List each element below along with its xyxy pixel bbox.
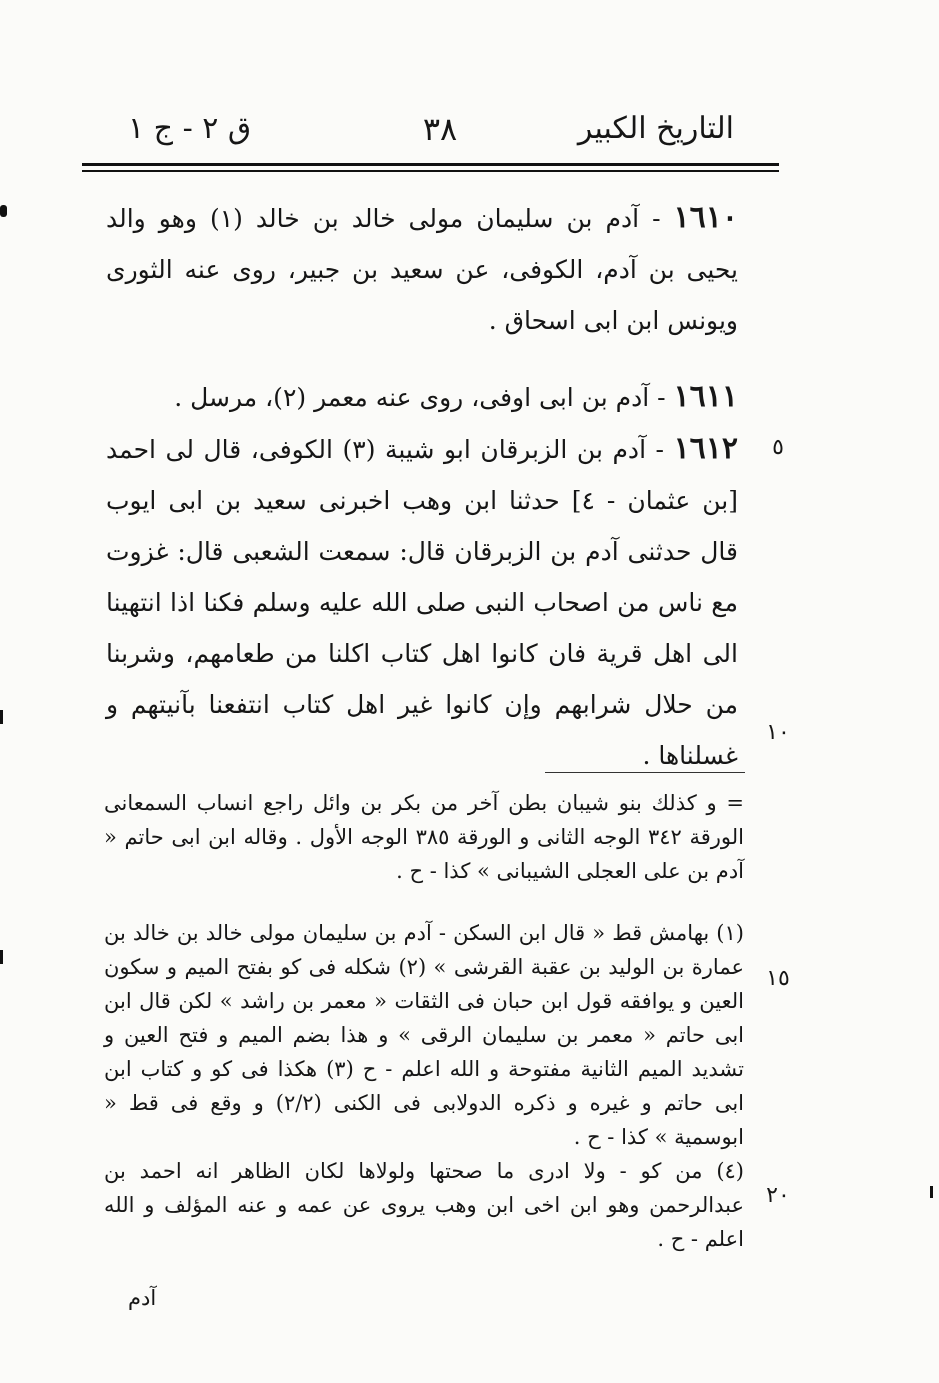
running-title: التاريخ الكبير bbox=[577, 111, 734, 146]
header-rule-thick bbox=[82, 163, 779, 166]
entry-number: ١٦١٠ bbox=[673, 200, 738, 235]
line-number: ١٠ bbox=[766, 720, 790, 745]
entry-number: ١٦١٢ bbox=[673, 431, 739, 466]
part-reference: ق ٢ - ج ١ bbox=[128, 111, 252, 146]
footnote-text: (٤) من كو - ولا ادرى ما صحتها ولولاها لكان الظاهر انه احمد بن عبدالرحمن وهو ابن اخى ابن وهب يروى عن عمه و عنه المؤلف و الله اعلم - ح . bbox=[104, 1159, 744, 1251]
scan-mark bbox=[0, 950, 3, 964]
footnote-text: (١) بهامش قط « قال ابن السكن - آدم بن سليمان مولى خالد بن خالد بن عمارة بن الوليد بن عقبة القرشى » (٢) شكله فى كو بفتح الميم و سكون العين و يوافقه قول ابن حبان فى الثقات « معمر بن راشد » لكن قال ابن ابى حاتم « معمر بن سليمان الرقى » و هذا بضم الميم و فتح العين و تشديد الميم الثانية مفتوحة و الله اعلم - ح (٣) هكذا فى كو و كتاب ابن ابى حاتم و غيره و ذكره الدولابى فى الكنى (٢/٢) و وقع فى قط « ابوسمية » كذا - ح . bbox=[104, 921, 744, 1149]
scan-mark bbox=[0, 710, 3, 724]
entry-text: - آدم بن سليمان مولى خالد بن خالد (١) وهو والد يحيى بن آدم، الكوفى، عن سعيد بن جبير، روى عنه الثورى ويونس ابن ابى اسحاق . bbox=[106, 204, 738, 335]
entry-1610 bbox=[106, 192, 738, 346]
page-number: ٣٨ bbox=[422, 110, 458, 148]
entry-text: - آدم بن الزبرقان ابو شيبة (٣) الكوفى، قال لى احمد [بن عثمان - ٤] حدثنا ابن وهب اخبرنى سعيد بن ابى ايوب قال حدثنى آدم بن الزبرقان قال: سمعت الشعبى قال: غزوت مع ناس من اصحاب النبى صلى الله عليه وسلم فكنا اذا انتهينا الى اهل قرية فان كانوا اهل كتاب اكلنا من طعامهم، وشربنا من حلال شرابهم وإن كانوا غير اهل كتاب انتفعنا بآنيتهم و غسلناها . bbox=[106, 435, 738, 770]
footnote-separator bbox=[545, 772, 745, 773]
line-number: ٥ bbox=[772, 435, 784, 460]
line-number: ١٥ bbox=[766, 966, 790, 991]
footnote-continuation bbox=[104, 786, 744, 888]
entry-1611 bbox=[106, 371, 738, 423]
entry-1612 bbox=[106, 423, 738, 781]
catchword: آدم bbox=[128, 1286, 157, 1310]
footnotes bbox=[104, 916, 744, 1256]
entry-text: - آدم بن ابى اوفى، روى عنه معمر (٢)، مرسل . bbox=[174, 383, 674, 412]
scan-mark bbox=[930, 1186, 933, 1198]
entry-number: ١٦١١ bbox=[673, 379, 738, 414]
scan-mark bbox=[0, 205, 7, 217]
line-number: ٢٠ bbox=[766, 1183, 790, 1208]
header-rule-thin bbox=[82, 170, 779, 172]
footnote-text: = و كذلك بنو شيبان بطن آخر من بكر بن وائل راجع انساب السمعانى الورقة ٣٤٢ الوجه الثانى و الورقة ٣٨٥ الوجه الأول . وقاله ابن ابى حاتم « آدم بن على العجلى الشيبانى » كذا - ح . bbox=[104, 791, 744, 883]
